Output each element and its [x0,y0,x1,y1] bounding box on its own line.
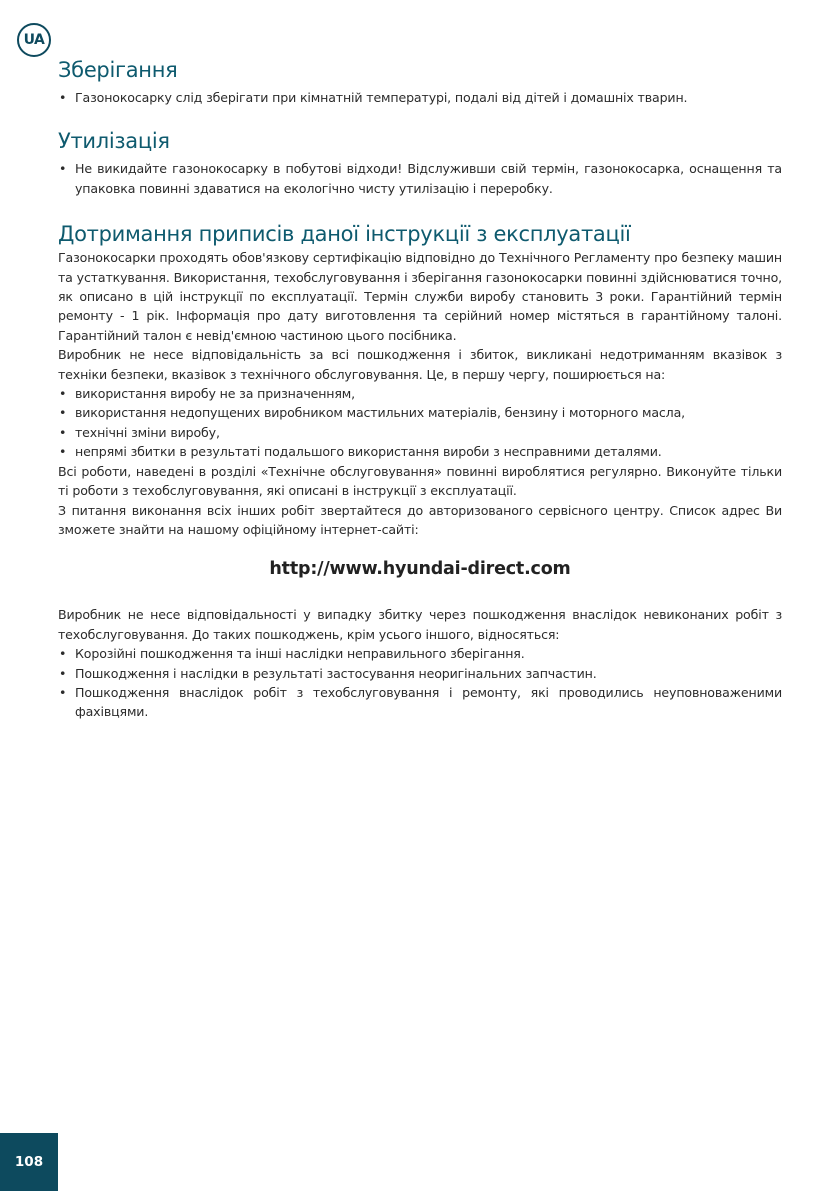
section-title-disposal: Утилізація [58,129,170,154]
storage-list [58,88,782,107]
language-badge: UA [17,23,51,57]
liability-exclusions-list [58,384,782,462]
section-storage [58,56,782,107]
disposal-list [58,159,782,198]
list-item: • технічні зміни виробу, [58,423,782,442]
page-number: 108 [0,1133,58,1191]
list-item: • Корозійні пошкодження та інші наслідки неправильного зберігання. [58,644,782,663]
compliance-body [58,248,782,722]
list-item: • Пошкодження і наслідки в результаті застосування неоригінальних запчастин. [58,664,782,683]
list-item: • Газонокосарку слід зберігати при кімнатній температурі, подалі від дітей і домашніх тварин. [58,88,782,107]
section-title-storage: Зберігання [58,58,178,82]
list-item: • використання виробу не за призначенням, [58,384,782,403]
section-title-compliance: Дотримання приписів даної інструкції з експлуатації [58,222,631,247]
list-item: • Не викидайте газонокосарку в побутові відходи! Відслуживши свій термін, газонокосарка, оснащення та упаковка повинні здаватися на екологічно чисту утилізацію і переробку. [58,159,782,198]
list-item: • використання недопущених виробником мастильних матеріалів, бензину і моторного масла, [58,403,782,422]
compliance-paragraph-2: Виробник не несе відповідальність за всі пошкодження і збиток, викликані недотриманням вказівок з техніки безпеки, вказівок з технічного обслуговування. Це, в першу чергу, поширюється на: [58,347,782,382]
compliance-paragraph-3: Всі роботи, наведені в розділі «Технічне обслуговування» повинні вироблятися регулярно. Виконуйте тільки ті роботи з техобслуговування, які описані в інструкції з експлуатації. [58,463,782,499]
compliance-paragraph-4: З питання виконання всіх інших робіт звертайтеся до авторизованого сервісного центру. Список адрес Ви зможете знайти на нашому офіційному інтернет-сайті: [58,502,782,537]
compliance-paragraph-1: Газонокосарки проходять обов'язкову сертифікацію відповідно до Технічного Регламенту про безпеку машин та устаткування. Використання, техобслуговування і зберігання газонокосарки повинні здійснюватися точно, як описано в цій інструкції по експлуатації. Термін служби виробу становить 3 роки. Гарантійний термін ремонту - 1 рік. Інформація про дату виготовлення та серійний номер містяться в гарантійному талоні. Гарантійний талон є невід'ємною частиною цього посібника. [58,250,782,343]
damage-list [58,644,782,722]
page-content [58,56,782,722]
compliance-paragraph-5: Виробник не несе відповідальності у випадку збитку через пошкодження внаслідок невиконаних робіт з техобслуговування. До таких пошкоджень, крім усього іншого, відносяться: [58,607,782,642]
list-item: • непрямі збитки в результаті подальшого використання вироби з несправними деталями. [58,442,782,461]
website-link[interactable]: http://www.hyundai-direct.com [269,559,571,580]
section-compliance [58,220,782,722]
section-disposal [58,127,782,198]
list-item: • Пошкодження внаслідок робіт з техобслуговування і ремонту, які проводились неуповноваженими фахівцями. [58,683,782,722]
